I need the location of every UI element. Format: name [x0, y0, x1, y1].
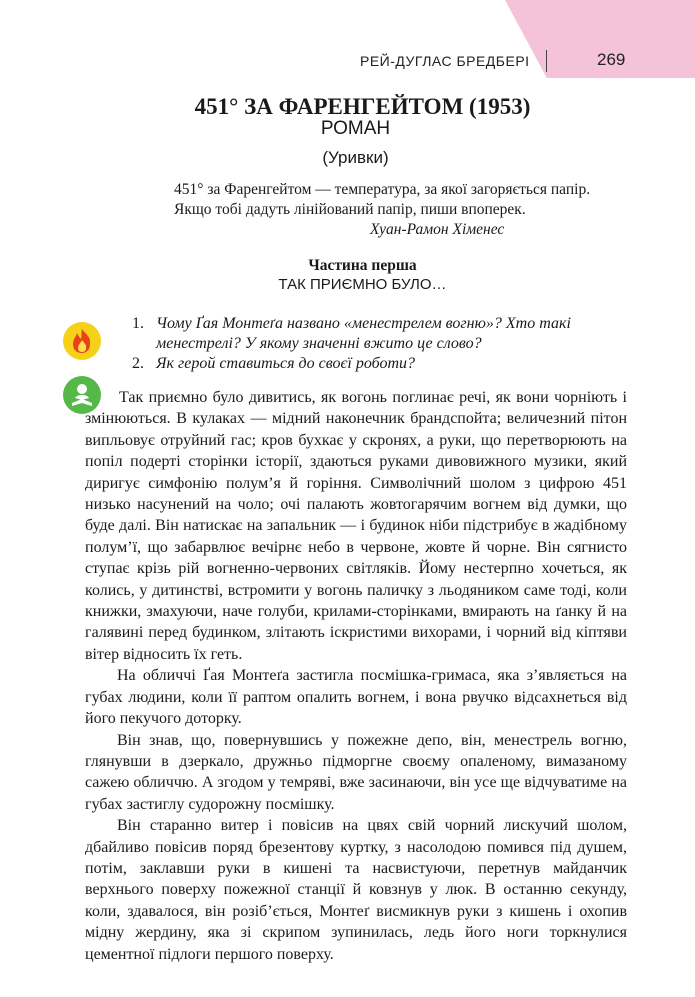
excerpt-note: (Уривки)	[322, 148, 389, 167]
epigraph	[174, 180, 614, 240]
work-title: 451° ЗА ФАРЕНГЕЙТОМ (1953)	[194, 94, 531, 119]
questions-list	[132, 314, 632, 374]
body-text	[85, 387, 627, 965]
epigraph-line-2: Якщо тобі дадуть лінійований папір, пиши впоперек.	[174, 201, 526, 218]
part-title: Частина перша	[308, 257, 417, 274]
question-text: Чому Ґая Монтеґа названо «менестрелем вогню»? Хто такі менестрелі? У якому значенні вжито це слово?	[156, 315, 571, 352]
question-item	[132, 314, 632, 354]
paragraph: Він старанно витер і повісив на цвях свій чорний лискучий шолом, дбайливо повісив поряд брезентову куртку, з насолодою помився під душем, потім, заклавши руки в кишені та насвистуючи, перетнув майданчик верхнього поверху пожежної станції й ковзнув у люк. В останню секунду, коли, здавалося, він розіб’ється, Монтеґ висмикнув руки з кишень і охопив мідну жердину, яка зі скрипом зупинилась, ледь його ноги торкнулися цементної підлоги першого поверху.	[85, 817, 627, 963]
paragraph: Так приємно було дивитись, як вогонь поглинає речі, як вони чорніють і змінюються. В кулаках — мідний наконечник брандспойта; величезний пітон випльовує отруйний гас; кров бухкає у скронях, а руки, що перетворюють на попіл подерті сторінки історії, здаються руками дивовижного музики, який диригує симфонію полум’я й горіння. Символічний шолом з цифрою 451 низько насунений на чоло; очі палають жовтогарячим вогнем від думки, що буде далі. Він натискає на запальник — і будинок ніби підстрибує в жадібному полум’ї, що забарвлює вечірнє небо в червоне, жовте й чорне. Він сягнисто ступає крізь рій вогненно-червоних світляків. Йому нестерпно хочеться, як колись, у дитинстві, встромити у вогонь паличку з льодяником саме тоді, коли книжки, змахуючи, наче голуби, крилами-сторінками, вмирають на ґанку й на галявині перед будинком, злітають іскристими вихорами, і чорний від кіптяви вітер відносить їх геть.	[85, 389, 627, 663]
question-item	[132, 354, 632, 374]
epigraph-author: Хуан-Рамон Хіменес	[370, 221, 505, 238]
work-genre: РОМАН	[320, 118, 391, 139]
chapter-title: ТАК ПРИЄМНО БУЛО…	[278, 276, 447, 293]
question-text: Як герой ставиться до своєї роботи?	[156, 355, 416, 372]
question-number: 2.	[132, 355, 144, 372]
paragraph: Він знав, що, повернувшись у пожежне депо, він, менестрель вогню, глянувши в дзеркало, дружньо підморгне своєму опаленому, вимазаному сажею обличчю. А згодом у темряві, вже засинаючи, він усе ще відчуватиме на губах застиглу судорожну посмішку.	[85, 731, 627, 813]
fire-icon	[63, 322, 101, 360]
epigraph-line-1: 451° за Фаренгейтом — температура, за якої загоряється папір.	[174, 181, 591, 198]
header-divider	[546, 50, 547, 72]
paragraph: На обличчі Ґая Монтеґа застигла посмішка-гримаса, яка з’являється на губах людини, коли її раптом опалить вогнем, і вона рвучко відсахнеться від його пекучого доторку.	[85, 667, 627, 728]
page-number: 269	[597, 50, 626, 69]
running-header-author: РЕЙ-ДУГЛАС БРЕДБЕРІ	[360, 53, 530, 69]
question-number: 1.	[132, 315, 144, 332]
